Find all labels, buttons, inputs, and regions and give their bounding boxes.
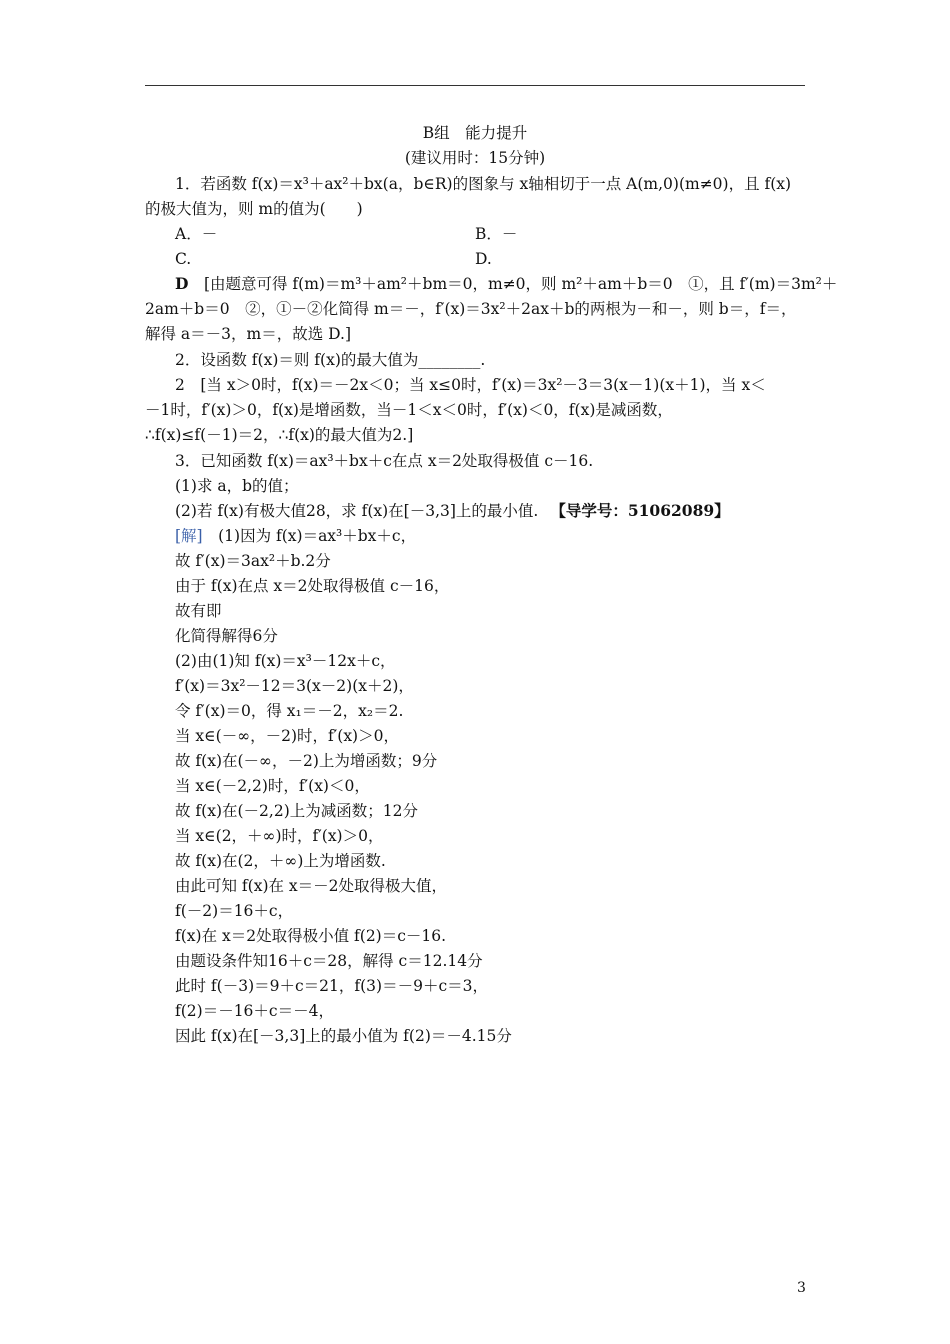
q3-solution-line-21: 因此 f(x)在[－3,3]上的最小值为 f(2)＝－4.15分 xyxy=(175,1027,512,1045)
q3-solution-line-14: 故 f(x)在(2，＋∞)上为增函数. xyxy=(175,852,386,870)
q2-stem: 2．设函数 f(x)＝则 f(x)的最大值为________. xyxy=(175,351,486,369)
q3-solution-line-7: f′(x)＝3x²－12＝3(x－2)(x＋2)， xyxy=(175,677,414,695)
q3-solution-line-4: 故有即 xyxy=(175,602,222,620)
q1-option-c: C. xyxy=(175,250,192,268)
q1-stem-line1: 1．若函数 f(x)＝x³＋ax²＋bx(a，b∈R)的图象与 x轴相切于一点 A(m,0)(m≠0)，且 f(x) xyxy=(175,175,792,193)
q3-solution-line-10: 故 f(x)在(－∞，－2)上为增函数；9分 xyxy=(175,752,438,770)
section-heading: B组 能力提升 xyxy=(422,124,528,142)
q3-solution-line-15: 由此可知 f(x)在 x＝－2处取得极大值， xyxy=(175,877,448,895)
q3-stem: 3．已知函数 f(x)＝ax³＋bx＋c在点 x＝2处取得极值 c－16. xyxy=(175,452,594,470)
q3-solution-line-17: f(x)在 x＝2处取得极小值 f(2)＝c－16. xyxy=(175,927,447,945)
header-rule xyxy=(145,85,805,86)
q2-answer-line3: ∴f(x)≤f(－1)＝2，∴f(x)的最大值为2.] xyxy=(145,426,414,444)
q3-part1: (1)求 a，b的值； xyxy=(175,477,299,495)
q3-part2 xyxy=(175,501,730,521)
q1-option-a: A．－ xyxy=(175,225,218,243)
q3-solution-line-5: 化简得解得6分 xyxy=(175,627,278,645)
solution-label: [解] xyxy=(175,527,203,545)
q1-answer-letter: D xyxy=(175,274,189,293)
q3-solution-line-20: f(2)＝－16＋c＝－4， xyxy=(175,1002,334,1020)
q2-answer-line1: 2 [当 x＞0时，f(x)＝－2x＜0；当 x≤0时，f′(x)＝3x²－3＝3(x－1)(x＋1)，当 x＜ xyxy=(175,376,766,394)
time-note: (建议用时：15分钟) xyxy=(404,149,546,167)
q3-solution-line-8: 令 f′(x)＝0，得 x₁＝－2，x₂＝2. xyxy=(175,702,404,720)
q1-option-d: D. xyxy=(475,250,492,268)
q1-stem-line2: 的极大值为，则 m的值为( ) xyxy=(145,200,363,218)
q3-solution-line-6: (2)由(1)知 f(x)＝x³－12x＋c， xyxy=(175,652,396,670)
q3-solution-line-2: 故 f′(x)＝3ax²＋b.2分 xyxy=(175,552,331,570)
q1-answer-line1 xyxy=(175,274,837,294)
q1-answer-line3: 解得 a＝－3，m＝，故选 D.] xyxy=(145,325,352,343)
q3-solution-line-11: 当 x∈(－2,2)时，f′(x)＜0， xyxy=(175,777,370,795)
q3-solution-line-16: f(－2)＝16＋c， xyxy=(175,902,294,920)
q3-solution-line-1 xyxy=(175,526,416,546)
q3-solution-line-12: 故 f(x)在(－2,2)上为减函数；12分 xyxy=(175,802,418,820)
q3-solution-line-19: 此时 f(－3)＝9＋c＝21，f(3)＝－9＋c＝3， xyxy=(175,977,488,995)
q3-part2-text: (2)若 f(x)有极大值28，求 f(x)在[－3,3]上的最小值. xyxy=(175,502,539,520)
q3-solution-line-18: 由题设条件知16＋c＝28，解得 c＝12.14分 xyxy=(175,952,483,970)
q1-option-b: B．－ xyxy=(475,225,518,243)
q3-solution-line-9: 当 x∈(－∞，－2)时，f′(x)＞0， xyxy=(175,727,399,745)
q1-answer-line2: 2am＋b＝0 ②，①－②化简得 m＝－，f′(x)＝3x²＋2ax＋b的两根为－和－，则 b＝，f＝， xyxy=(145,300,797,318)
solution-text: (1)因为 f(x)＝ax³＋bx＋c， xyxy=(202,527,417,545)
q3-solution-line-3: 由于 f(x)在点 x＝2处取得极值 c－16， xyxy=(175,577,450,595)
q1-answer-text: [由题意可得 f(m)＝m³＋am²＋bm＝0，m≠0，则 m²＋am＋b＝0 ①，且 f′(m)＝3m²＋ xyxy=(188,275,838,293)
q2-answer-line2: －1时，f′(x)＞0，f(x)是增函数，当－1＜x＜0时，f′(x)＜0，f(x)是减函数， xyxy=(145,401,673,419)
q3-solution-line-13: 当 x∈(2，＋∞)时，f′(x)＞0， xyxy=(175,827,384,845)
page-number: 3 xyxy=(797,1280,806,1296)
guide-number: 【导学号：51062089】 xyxy=(550,501,730,520)
